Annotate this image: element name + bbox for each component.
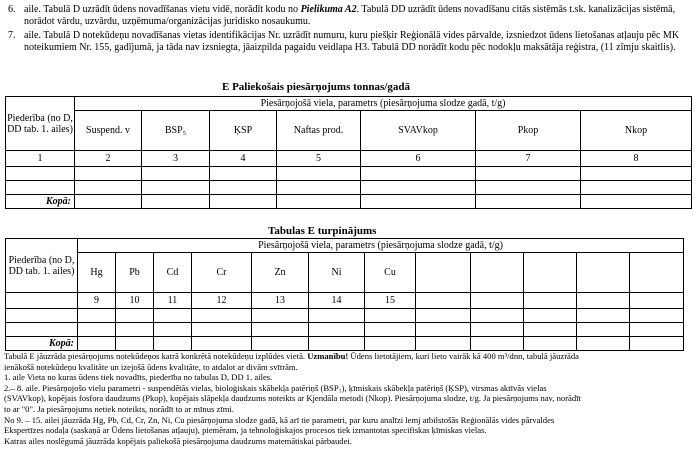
data-cell[interactable] [78, 309, 116, 323]
note-number: 6. [8, 4, 16, 15]
column-number [577, 293, 630, 309]
column-number: 1 [6, 151, 75, 167]
table-header-cell: Naftas prod. [277, 111, 361, 151]
data-cell[interactable] [6, 323, 78, 337]
total-cell[interactable] [142, 195, 210, 209]
column-number: 9 [78, 293, 116, 309]
total-row [6, 337, 684, 351]
table-header-cell [416, 253, 471, 293]
column-number [416, 293, 471, 309]
column-number: 12 [192, 293, 252, 309]
column-number: 11 [154, 293, 192, 309]
data-cell[interactable] [192, 309, 252, 323]
total-label: Kopā: [6, 195, 75, 209]
table-header-cell: Hg [78, 253, 116, 293]
table-header-cell: BSP₅ [142, 111, 210, 151]
table-header-cell [471, 253, 524, 293]
data-cell[interactable] [192, 323, 252, 337]
data-cell[interactable] [309, 309, 365, 323]
data-cell[interactable] [210, 167, 277, 181]
column-number: 6 [361, 151, 476, 167]
column-number [6, 293, 78, 309]
table-header-cell: Suspend. v [75, 111, 142, 151]
table-e [5, 96, 692, 209]
total-cell[interactable] [210, 195, 277, 209]
footnote-text: Tabulā E jāuzrāda piesārņojums notekūdeņos katrā konkrētā notekūdeņu izplūdes vietā. [4, 351, 308, 361]
total-cell[interactable] [471, 337, 524, 351]
data-cell[interactable] [277, 167, 361, 181]
total-cell[interactable] [277, 195, 361, 209]
footnote-line: to ar "0". Ja piesārņojums netiek noteikts, norādīt to ar mīnus zīmi. [4, 403, 234, 414]
total-cell[interactable] [154, 337, 192, 351]
column-number: 15 [365, 293, 416, 309]
data-cell[interactable] [277, 181, 361, 195]
data-cell[interactable] [476, 167, 581, 181]
data-cell[interactable] [581, 181, 692, 195]
data-cell[interactable] [252, 309, 309, 323]
column-number: 3 [142, 151, 210, 167]
note-text: . Tabulā DD uzrādīt ūdens novadīšanu citās sistēmās t.sk. kanalizācijas sistēmā, [356, 4, 676, 15]
total-cell[interactable] [524, 337, 577, 351]
total-cell[interactable] [78, 337, 116, 351]
data-cell[interactable] [524, 323, 577, 337]
table-header-cell: Cu [365, 253, 416, 293]
table-group-header: Piesārņojošā viela, parametrs (piesārņojuma slodze gadā, t/g) [78, 239, 684, 253]
footnote-line: Katras ailes noslēgumā jāuzrāda kopējais paliekošā piesārņojuma daudzums matemātiskai pārbaudei. [4, 435, 352, 446]
footnote-line: No 9. – 15. ailei jāuzrāda Hg, Pb, Cd, Cr, Zn, Ni, Cu piesārņojuma slodze gadā, kā arī tie parametri, par kuru analīzi lemj atbilstošās Reģionālās vides pārvaldes [4, 414, 555, 425]
table-header-cell: Pkop [476, 111, 581, 151]
data-cell[interactable] [6, 181, 75, 195]
footnote-line: 1. aile Vieta no kuras ūdens tiek novadīts, piederība no tabulas D, DD 1. ailes. [4, 372, 273, 383]
data-cell[interactable] [577, 309, 630, 323]
footnote-line: Ekspertīzes nodaļa (saskaņā ar Ūdens lietošanas atļauju), piemēram, ja tehnoloģiskajos procesos tiek izmantotas specifiskas ķīmiskas vielas. [4, 425, 487, 436]
table-e-cont-title: Tabulas E turpinājums [268, 225, 377, 237]
table-header-cell [577, 253, 630, 293]
data-cell[interactable] [78, 323, 116, 337]
table-header-cell: Piederība (no D, DD tab. 1. ailes) [6, 239, 78, 293]
total-cell[interactable] [75, 195, 142, 209]
data-cell[interactable] [252, 323, 309, 337]
table-e-continuation [5, 238, 684, 351]
table-header-cell: SVAVkop [361, 111, 476, 151]
footnote-line: 2.– 8. aile. Piesārņojošo vielu parametri - suspendētās vielas, bioloģiskais skābekļa patēriņš (BSP₅), ķīmiskais skābekļa patēriņš (ĶSP), virsmas aktīvās vielas [4, 382, 547, 393]
footnote-line: (SVAVkop), kopējais fosfora daudzums (Pkop), kopējais slāpekļa daudzums noteikts ar Kjendāla metodi (Nkop). Piesārņojuma slodze, t/g. Ja piesārņojums nav, norādīt [4, 393, 581, 404]
table-header-cell [630, 253, 684, 293]
total-cell[interactable] [476, 195, 581, 209]
data-cell[interactable] [75, 181, 142, 195]
total-cell[interactable] [252, 337, 309, 351]
table-header-cell: Cd [154, 253, 192, 293]
total-cell[interactable] [192, 337, 252, 351]
data-cell[interactable] [154, 309, 192, 323]
column-number: 14 [309, 293, 365, 309]
table-e-title: E Paliekošais piesārņojums tonnas/gadā [222, 81, 410, 93]
table-header-cell: Zn [252, 253, 309, 293]
note-number: 7. [8, 30, 16, 41]
table-header-cell: Ni [309, 253, 365, 293]
data-cell[interactable] [471, 309, 524, 323]
footnotes [4, 351, 698, 446]
total-row [6, 195, 692, 209]
total-cell[interactable] [581, 195, 692, 209]
data-cell[interactable] [154, 323, 192, 337]
data-cell[interactable] [577, 323, 630, 337]
column-number [524, 293, 577, 309]
data-cell[interactable] [116, 323, 154, 337]
data-cell[interactable] [75, 167, 142, 181]
column-number [471, 293, 524, 309]
table-header-cell: Nkop [581, 111, 692, 151]
data-cell[interactable] [524, 309, 577, 323]
note-text: norādot vārdu, uzvārdu, uzņēmuma/organizācijas juridisko nosaukumu. [24, 16, 311, 27]
data-cell[interactable] [581, 167, 692, 181]
total-cell[interactable] [577, 337, 630, 351]
table-row [6, 323, 684, 337]
data-cell[interactable] [142, 181, 210, 195]
data-cell[interactable] [361, 181, 476, 195]
note-text: aile. Tabulā D notekūdeņu novadīšanas vietas identifikācijas Nr. uzrādīt numuru, kuru piešķir Reģionālā vides pārvalde, izsniedzot ūdens lietošanas atļauju pēc MK [24, 30, 680, 41]
table-header-cell [524, 253, 577, 293]
table-row [6, 181, 692, 195]
data-cell[interactable] [630, 323, 684, 337]
column-number: 5 [277, 151, 361, 167]
total-cell[interactable] [116, 337, 154, 351]
data-cell[interactable] [365, 323, 416, 337]
total-cell[interactable] [309, 337, 365, 351]
footnote-text: Ūdens lietotājiem, kuri lieto vairāk kā 400 m³/dnn, tabulā jāuzrāda [348, 351, 579, 361]
note-text: aile. Tabulā D uzrādīt ūdens novadīšanas vietu vidē, norādīt kodu no [24, 4, 301, 15]
column-number: 4 [210, 151, 277, 167]
footnote-line [4, 351, 698, 362]
data-cell[interactable] [416, 323, 471, 337]
column-number: 8 [581, 151, 692, 167]
data-cell[interactable] [309, 323, 365, 337]
data-cell[interactable] [6, 167, 75, 181]
column-number: 2 [75, 151, 142, 167]
data-cell[interactable] [416, 309, 471, 323]
note-text: noteikumiem Nr. 155, gadījumā, ja tāda nav izsniegta, jāaizpilda pagaidu veidlapa H3. Tabulā DD norādīt kodu pēc nodokļu maksātāja reģistra, (11 zīmju skaitlis). [24, 42, 676, 53]
data-cell[interactable] [471, 323, 524, 337]
data-cell[interactable] [630, 309, 684, 323]
warning-label: Uzmanību! [307, 351, 349, 361]
column-number [630, 293, 684, 309]
table-header-cell: Piederība (no D, DD tab. 1. ailes) [6, 97, 75, 151]
data-cell[interactable] [365, 309, 416, 323]
total-cell[interactable] [416, 337, 471, 351]
total-cell[interactable] [361, 195, 476, 209]
annex-reference: Pielikuma A2 [300, 4, 357, 15]
table-group-header: Piesārņojošā viela, parametrs (piesārņojuma slodze gadā, t/g) [75, 97, 692, 111]
column-number: 7 [476, 151, 581, 167]
table-header-cell: ĶSP [210, 111, 277, 151]
total-label: Kopā: [6, 337, 78, 351]
table-header-cell: Pb [116, 253, 154, 293]
total-cell[interactable] [630, 337, 684, 351]
column-number: 10 [116, 293, 154, 309]
data-cell[interactable] [116, 309, 154, 323]
data-cell[interactable] [6, 309, 78, 323]
total-cell[interactable] [365, 337, 416, 351]
data-cell[interactable] [210, 181, 277, 195]
table-header-cell: Cr [192, 253, 252, 293]
table-row [6, 309, 684, 323]
data-cell[interactable] [361, 167, 476, 181]
data-cell[interactable] [476, 181, 581, 195]
data-cell[interactable] [142, 167, 210, 181]
table-row [6, 167, 692, 181]
column-number: 13 [252, 293, 309, 309]
footnote-line: ienākošā notekūdeņu kvalitāte un izejošā ūdens kvalitāte, to atdalot ar divām svītrām. [4, 361, 298, 372]
